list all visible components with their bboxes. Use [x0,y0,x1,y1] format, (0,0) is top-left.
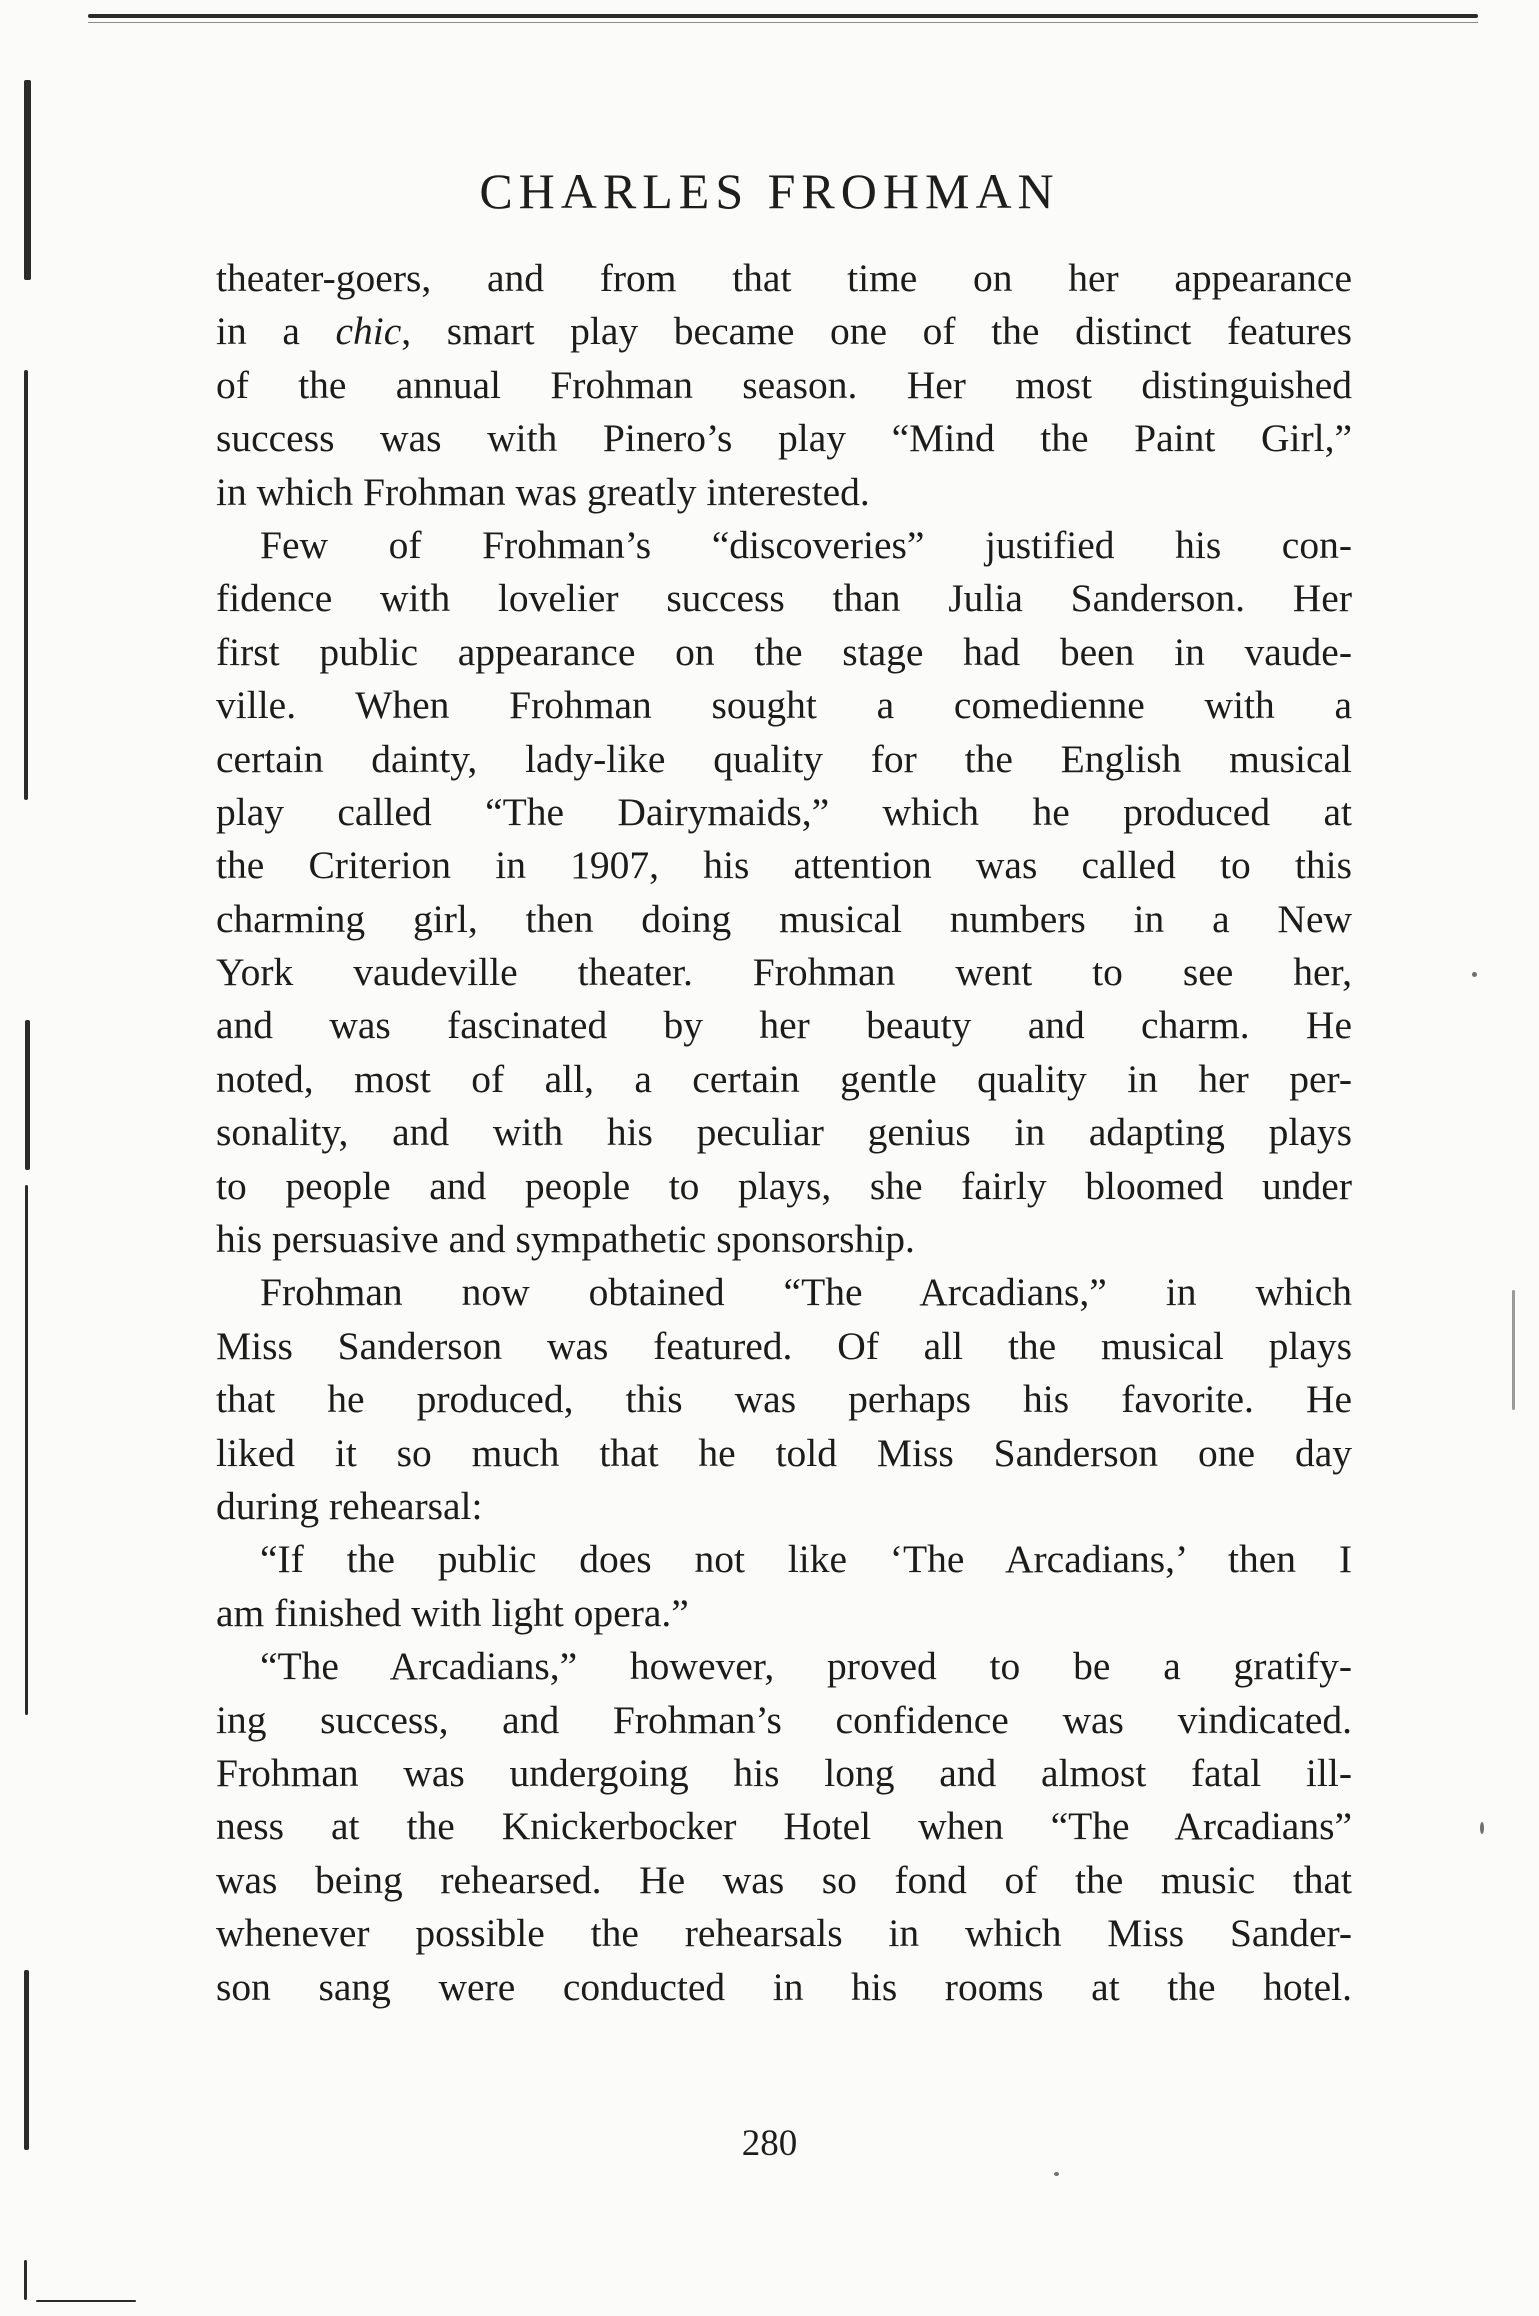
binding-edge-mark [24,370,28,800]
text-line: first public appearance on the stage had been in vaude- [216,629,1352,674]
text-line: ing success, and Frohman’s confidence was vindicated. [216,1697,1352,1742]
text-line: in which Frohman was greatly interested. [216,469,870,514]
page-speck [1054,2172,1059,2176]
binding-edge-mark [24,2260,27,2300]
text-line: Few of Frohman’s “discoveries” justified his con- [260,522,1352,567]
text-line: fidence with lovelier success than Julia Sanderson. Her [216,576,1352,621]
running-head: CHARLES FROHMAN [479,163,1060,219]
text-line: was being rehearsed. He was so fond of the music that [216,1857,1352,1902]
page-speck [1512,1290,1515,1410]
text-line: the Criterion in 1907, his attention was called to this [216,843,1352,888]
text-line: certain dainty, lady-like quality for the English musical [216,736,1352,781]
text-line: play called “The Dairymaids,” which he produced at [216,789,1352,834]
text-line: theater-goers, and from that time on her appearance [216,256,1352,300]
text-line: liked it so much that he told Miss Sanderson one day [216,1430,1352,1475]
text-line: sonality, and with his peculiar genius in adapting plays [216,1110,1352,1155]
top-border-rule [88,14,1478,18]
text-line: his persuasive and sympathetic sponsorship. [216,1217,915,1262]
text-line: in a chic, smart play became one of the distinct features [216,309,1352,354]
text-line: Frohman now obtained “The Arcadians,” in which [260,1270,1352,1315]
top-border-rule-thin [88,22,1478,23]
text-line: ville. When Frohman sought a comedienne with a [216,683,1352,728]
page-speck [1472,972,1477,977]
text-line: and was fascinated by her beauty and charm. He [216,1003,1352,1048]
text-line: noted, most of all, a certain gentle quality in her per- [216,1056,1352,1101]
text-line: that he produced, this was perhaps his favorite. He [216,1377,1352,1422]
bottom-left-rule [36,2300,136,2302]
text-line: Miss Sanderson was featured. Of all the musical plays [216,1323,1352,1368]
text-line: Frohman was undergoing his long and almost fatal ill- [216,1750,1352,1795]
text-line: York vaudeville theater. Frohman went to see her, [216,950,1352,995]
page-speck [1480,1822,1484,1834]
text-line: during rehearsal: [216,1483,483,1528]
italic-word: chic [335,309,402,354]
text-line: ness at the Knickerbocker Hotel when “The Arcadians” [216,1804,1352,1849]
text-line: am finished with light opera.” [216,1590,689,1635]
text-line: success was with Pinero’s play “Mind the Paint Girl,” [216,416,1352,461]
text-line: whenever possible the rehearsals in which Miss Sander- [216,1911,1352,1956]
page-number: 280 [741,2123,798,2164]
binding-edge-mark [25,1020,30,1170]
text-line: charming girl, then doing musical numbers in a New [216,896,1352,941]
text-line: son sang were conducted in his rooms at the hotel. [216,1964,1352,2009]
text-line: to people and people to plays, she fairly bloomed under [216,1163,1352,1208]
text-line: of the annual Frohman season. Her most distinguished [216,362,1352,407]
text-line: “If the public does not like ‘The Arcadians,’ then I [260,1537,1352,1582]
text-line: “The Arcadians,” however, proved to be a gratify- [260,1644,1352,1689]
binding-edge-mark [25,1185,28,1715]
body-text [216,252,1352,2014]
